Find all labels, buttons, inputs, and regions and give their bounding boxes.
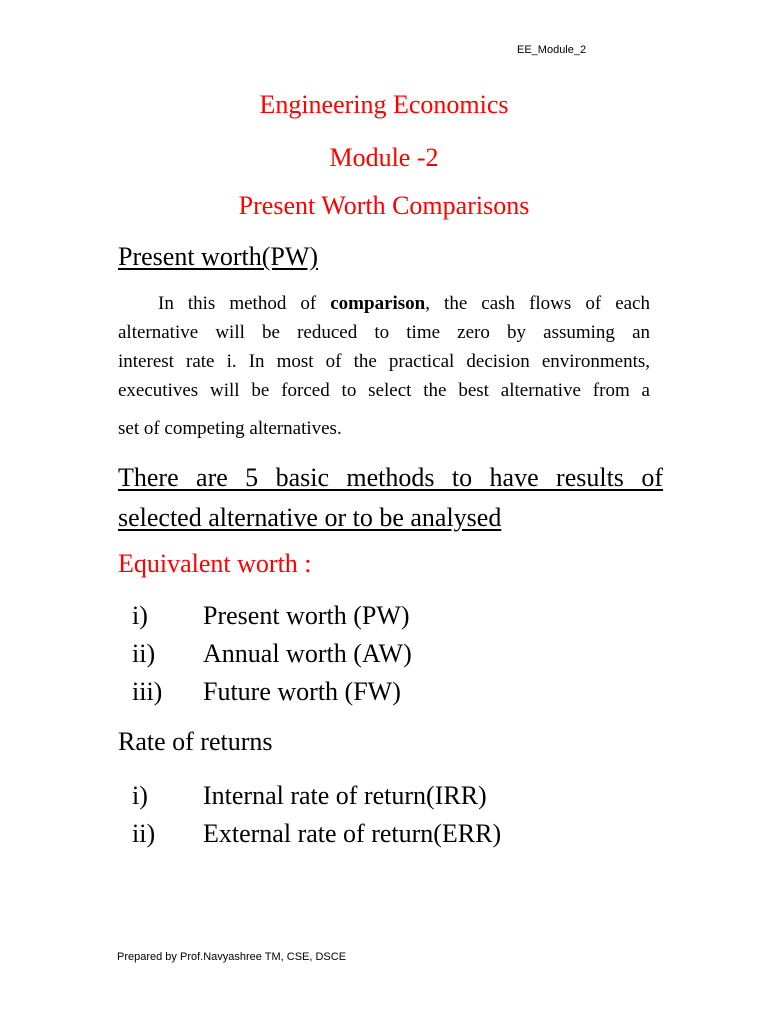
list-item: [132, 815, 501, 853]
rate-of-returns-heading: Rate of returns: [118, 727, 273, 756]
rate-of-returns-list: [132, 777, 501, 853]
list-item-label: Annual worth (AW): [203, 639, 412, 668]
paragraph-line-1: [118, 289, 650, 318]
paragraph-line-4: executives will be forced to select the best alternative from a: [118, 380, 650, 401]
paragraph-line-3: interest rate i. In most of the practical decision environments,: [118, 351, 650, 372]
paragraph-line-1-tail: , the cash flows of each: [425, 293, 650, 314]
equivalent-worth-list: [132, 597, 412, 711]
page-footer: Prepared by Prof.Navyashree TM, CSE, DSCE: [117, 951, 347, 963]
topic-title: Present Worth Comparisons: [238, 191, 530, 220]
module-title: Module -2: [329, 143, 439, 172]
intro-paragraph: [118, 289, 650, 443]
page-header-code: EE_Module_2: [517, 44, 587, 56]
list-item-label: Present worth (PW): [203, 601, 410, 630]
list-item-label: External rate of return(ERR): [203, 819, 502, 848]
methods-heading-line-1: There are 5 basic methods to have results of: [118, 463, 663, 492]
list-item-number: i): [132, 781, 148, 810]
list-item: [132, 597, 412, 635]
list-item-number: ii): [132, 639, 156, 668]
methods-heading-line-2: selected alternative or to be analysed: [118, 503, 502, 532]
list-item-label: Future worth (FW): [203, 677, 401, 706]
list-item-label: Internal rate of return(IRR): [203, 781, 487, 810]
equivalent-worth-heading: Equivalent worth :: [118, 549, 312, 578]
paragraph-line-5: set of competing alternatives.: [118, 418, 342, 439]
list-item-number: i): [132, 601, 148, 630]
list-item: [132, 673, 412, 711]
list-item-number: iii): [132, 677, 163, 706]
methods-heading: [118, 458, 663, 538]
subject-title: Engineering Economics: [259, 90, 509, 119]
paragraph-line-1-lead: In this method of: [158, 293, 331, 314]
present-worth-heading: Present worth(PW): [118, 242, 319, 271]
list-item: [132, 635, 412, 673]
list-item: [132, 777, 501, 815]
paragraph-line-2: alternative will be reduced to time zero by assuming an: [118, 322, 650, 343]
paragraph-bold-term: comparison: [330, 293, 426, 314]
list-item-number: ii): [132, 819, 156, 848]
